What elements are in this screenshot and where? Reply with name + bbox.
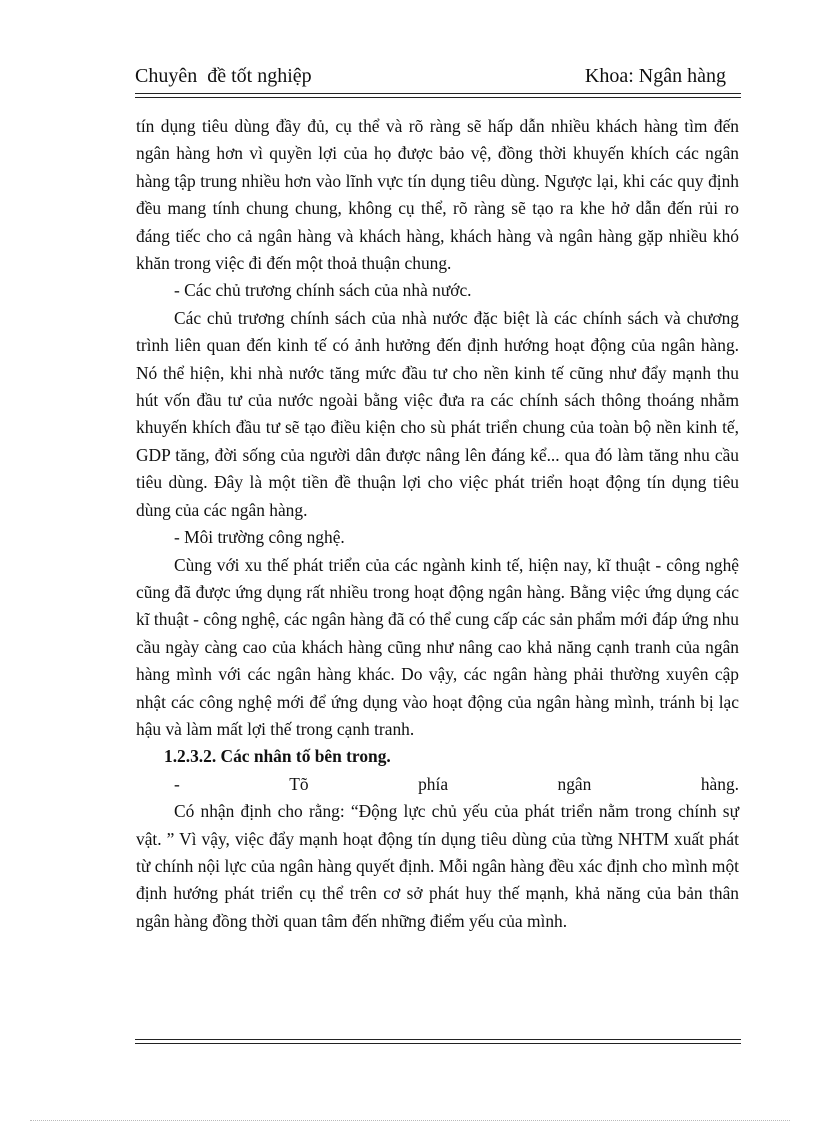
bullet-technology: - Môi trường công nghệ. <box>174 527 345 548</box>
section-heading: 1.2.3.2. Các nhân tố bên trong. <box>164 746 391 767</box>
bullet-word: hàng. <box>700 773 739 794</box>
header-rule-bottom <box>135 97 741 98</box>
bullet-word: ngân <box>557 773 592 794</box>
bullet-word: - <box>174 773 180 794</box>
bullet-bank-side <box>136 771 739 798</box>
page-body <box>136 113 739 935</box>
paragraph-policy: Các chủ trương chính sách của nhà nước đặc biệt là các chính sách và chương trình liên quan đến kinh tế có ảnh hưởng đến định hướng hoạt động của ngân hàng. Nó thể hiện, khi nhà nước tăng mức đầu tư cho nền kinh tế cũng như đẩy mạnh thu hút vốn đầu tư của nước ngoài bằng việc đưa ra các chính sách thông thoáng nhằm khuyến khích đầu tư sẽ tạo điều kiện cho sù phát triển chung của toàn bộ nền kinh tế, GDP tăng, đời sống của người dân được nâng lên đáng kể... qua đó làm tăng nhu cầu tiêu dùng. Đây là một tiền đề thuận lợi cho việc phát triển hoạt động tín dụng tiêu dùng của các ngân hàng. <box>136 307 739 520</box>
header-rule-top <box>135 93 741 94</box>
paragraph-continued: tín dụng tiêu dùng đầy đủ, cụ thể và rõ ràng sẽ hấp dẫn nhiều khách hàng tìm đến ngân hàng hơn vì quyền lợi của họ được bảo vệ, đồng thời khuyến khích các ngân hàng tập trung nhiều hơn vào lĩnh vực tín dụng tiêu dùng. Ngược lại, khi các quy định đều mang tính chung chung, không cụ thể, rõ ràng sẽ tạo ra khe hở dẫn đến rủi ro đáng tiếc cho cả ngân hàng và khách hàng, khách hàng và ngân hàng gặp nhiều khó khăn trong việc đi đến một thoả thuận chung. <box>136 116 739 274</box>
footer-rule-bottom <box>135 1043 741 1044</box>
bullet-policy: - Các chủ trương chính sách của nhà nước. <box>174 280 472 301</box>
bullet-word: phía <box>418 773 449 794</box>
header-right-faculty: Khoa: Ngân hàng <box>584 65 726 87</box>
paragraph-technology: Cùng với xu thế phát triển của các ngành kinh tế, hiện nay, kĩ thuật - công nghệ cũng đã được ứng dụng rất nhiều trong hoạt động ngân hàng. Bằng việc ứng dụng các kĩ thuật - công nghệ, các ngân hàng đã có thể cung cấp các sản phẩm mới đáp ứng nhu cầu ngày càng cao của khách hàng cũng như nâng cao khả năng cạnh tranh của ngân hàng mình với các ngân hàng khác. Do vậy, các ngân hàng phải thường xuyên cập nhật các công nghệ mới để ứng dụng vào hoạt động của ngân hàng mình, tránh bị lạc hậu và làm mất lợi thế trong cạnh tranh. <box>136 554 739 739</box>
header-left-title: Chuyên đề tốt nghiệp <box>135 65 312 87</box>
footer-rule-top <box>135 1039 741 1040</box>
page-header <box>135 62 726 90</box>
page-bottom-dotted-line <box>30 1120 790 1121</box>
bullet-word: Tõ <box>289 773 309 794</box>
paragraph-internal-factors: Có nhận định cho rằng: “Động lực chủ yếu của phát triển nằm trong chính sự vật. ” Vì vậy, việc đẩy mạnh hoạt động tín dụng tiêu dùng của từng NHTM xuất phát từ chính nội lực của ngân hàng quyết định. Mỗi ngân hàng đều xác định cho mình một định hướng phát triển cụ thể trên cơ sở phát huy thế mạnh, khả năng của bản thân ngân hàng đồng thời quan tâm đến những điểm yếu của mình. <box>136 801 739 931</box>
